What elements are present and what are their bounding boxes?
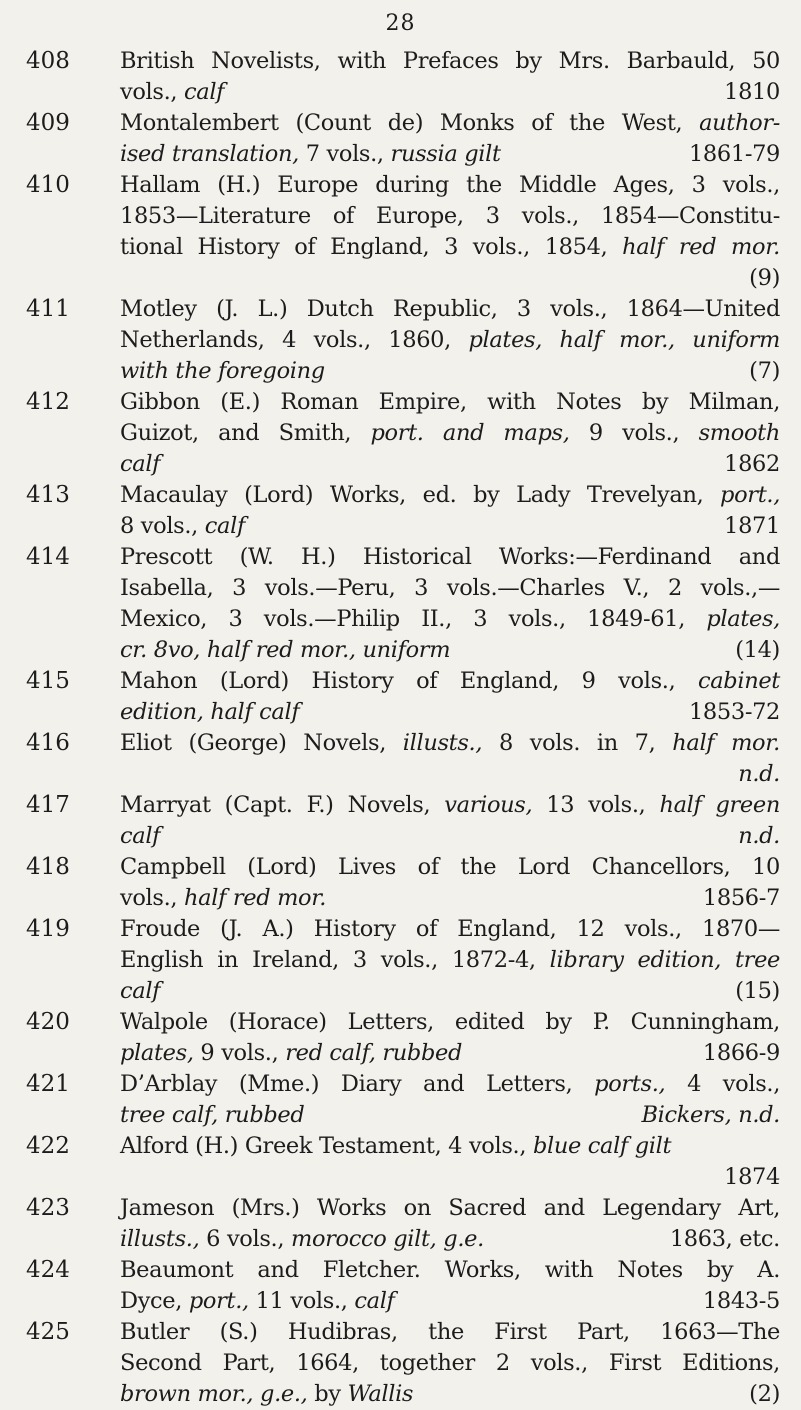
description-line xyxy=(120,480,780,511)
entry-text: brown mor., g.e., xyxy=(120,1381,308,1407)
description-line xyxy=(120,635,780,666)
lot-number: 425 xyxy=(26,1319,70,1345)
lot-date: n.d. xyxy=(738,823,780,849)
lot-date: Bickers, n.d. xyxy=(641,1102,780,1128)
entry-text: Guizot, and Smith, xyxy=(120,420,371,446)
description-line xyxy=(120,914,780,945)
lot-number: 416 xyxy=(26,730,70,756)
line-body xyxy=(120,1286,395,1317)
entry-text: smooth xyxy=(698,420,780,446)
entry-text: ised translation, xyxy=(120,141,306,167)
lot-number: 409 xyxy=(26,110,70,136)
description-line xyxy=(120,945,780,976)
entry-text: half red mor. xyxy=(622,234,780,260)
description-line xyxy=(120,852,780,883)
description-line xyxy=(120,728,780,759)
lot-number: 411 xyxy=(26,296,70,322)
entry-text: Butler (S.) Hudibras, the First Part, 1663—The xyxy=(120,1319,780,1345)
description-line xyxy=(120,1193,780,1224)
lot-date: 1863, etc. xyxy=(669,1226,780,1252)
entry-text: Froude (J. A.) History of England, 12 vols., 1870— xyxy=(120,916,780,942)
entry-text: morocco gilt, g.e. xyxy=(290,1226,484,1252)
lot-description xyxy=(120,294,780,387)
description-line xyxy=(120,232,780,263)
lot-number: 420 xyxy=(26,1009,70,1035)
lot-number: 410 xyxy=(26,172,70,198)
entry-text: edition, half calf xyxy=(120,699,300,725)
entry-text: plates, xyxy=(120,1040,194,1066)
entry-text: tree calf, rubbed xyxy=(120,1102,305,1128)
entry-text: Jameson (Mrs.) Works on Sacred and Legendary Art, xyxy=(120,1195,780,1221)
lot-date: 1874 xyxy=(724,1164,780,1190)
lot-number: 417 xyxy=(26,792,70,818)
entry-text: cabinet xyxy=(697,668,780,694)
lot-description xyxy=(120,387,780,480)
description-line xyxy=(120,1162,780,1193)
entry-text: Gibbon (E.) Roman Empire, with Notes by Milman, xyxy=(120,389,780,415)
description-line xyxy=(120,697,780,728)
entry-text: tional History of England, 3 vols., 1854, xyxy=(120,234,623,260)
entry-text: 6 vols., xyxy=(199,1226,291,1252)
entry-text: Motley (J. L.) Dutch Republic, 3 vols., 1864—United xyxy=(120,296,780,322)
description-line xyxy=(120,108,780,139)
entry-text: half green xyxy=(659,792,780,818)
entry-text: calf xyxy=(204,513,245,539)
entry-text: port., xyxy=(720,482,780,508)
lot-number: 422 xyxy=(26,1133,70,1159)
description-line xyxy=(120,883,780,914)
lot-date: 1861-79 xyxy=(688,141,780,167)
entry-text: British Novelists, with Prefaces by Mrs. Barbauld, 50 xyxy=(120,48,780,74)
entry-text: Dyce, xyxy=(120,1288,189,1314)
entry-text: by xyxy=(307,1381,348,1407)
entry-text: with the foregoing xyxy=(120,358,325,384)
entry-text: Mexico, 3 vols.—Philip II., 3 vols., 1849-61, xyxy=(120,606,707,632)
description-line xyxy=(120,325,780,356)
lot-description xyxy=(120,1007,780,1069)
lot-description xyxy=(120,1317,780,1410)
lot-number: 413 xyxy=(26,482,70,508)
entry-text: 4 vols., xyxy=(665,1071,780,1097)
entry-text: Beaumont and Fletcher. Works, with Notes by A. xyxy=(120,1257,780,1283)
description-line xyxy=(120,1348,780,1379)
entry-text: vols., xyxy=(120,79,185,105)
line-body xyxy=(120,1379,413,1410)
lot-number: 412 xyxy=(26,389,70,415)
description-line xyxy=(120,170,780,201)
lot-description xyxy=(120,1193,780,1255)
lot-date: 1871 xyxy=(724,513,780,539)
lot-description xyxy=(120,914,780,1007)
lot-date: 1856-7 xyxy=(702,885,780,911)
line-body xyxy=(120,821,160,852)
lot-date: (2) xyxy=(749,1381,780,1407)
entry-text: Isabella, 3 vols.—Peru, 3 vols.—Charles V., 2 vols.,— xyxy=(120,575,780,601)
lot-description xyxy=(120,170,780,294)
entry-text: calf xyxy=(120,978,161,1004)
description-line xyxy=(120,201,780,232)
entry-text: cr. 8vo, half red mor., uniform xyxy=(120,637,451,663)
description-line xyxy=(120,1379,780,1410)
entry-text: Montalembert (Count de) Monks of the West, xyxy=(120,110,700,136)
lot-description xyxy=(120,1131,780,1193)
description-line xyxy=(120,1007,780,1038)
entry-text: 11 vols., xyxy=(248,1288,355,1314)
entry-text: port., xyxy=(188,1288,249,1314)
entry-text: Walpole (Horace) Letters, edited by P. Cunningham, xyxy=(120,1009,780,1035)
lot-date: (7) xyxy=(749,358,780,384)
lot-description xyxy=(120,542,780,666)
lot-date: n.d. xyxy=(738,761,780,787)
description-line xyxy=(120,821,780,852)
line-body xyxy=(120,449,160,480)
lot-number: 424 xyxy=(26,1257,70,1283)
entry-text: 8 vols., xyxy=(120,513,205,539)
lot-description xyxy=(120,666,780,728)
lot-date: 1853-72 xyxy=(688,699,780,725)
entry-text: Netherlands, 4 vols., 1860, xyxy=(120,327,469,353)
entry-text: various, xyxy=(444,792,533,818)
description-line xyxy=(120,263,780,294)
description-line xyxy=(120,77,780,108)
description-line xyxy=(120,790,780,821)
description-line xyxy=(120,418,780,449)
lot-number: 408 xyxy=(26,48,70,74)
entry-text: Mahon (Lord) History of England, 9 vols., xyxy=(120,668,698,694)
entry-text: calf xyxy=(354,1288,395,1314)
description-line xyxy=(120,573,780,604)
lot-number: 414 xyxy=(26,544,70,570)
entry-text: 1853—Literature of Europe, 3 vols., 1854—Constitu- xyxy=(120,203,780,229)
description-line xyxy=(120,666,780,697)
entry-text: library edition, tree xyxy=(549,947,780,973)
line-body xyxy=(120,697,299,728)
entry-text: English in Ireland, 3 vols., 1872-4, xyxy=(120,947,550,973)
description-line xyxy=(120,1100,780,1131)
entry-text: Second Part, 1664, together 2 vols., First Editions, xyxy=(120,1350,780,1376)
entry-text: Macaulay (Lord) Works, ed. by Lady Trevelyan, xyxy=(120,482,721,508)
lot-date: (15) xyxy=(735,978,780,1004)
entry-text: 13 vols., xyxy=(532,792,660,818)
description-line xyxy=(120,976,780,1007)
description-line xyxy=(120,46,780,77)
entry-text: vols., xyxy=(120,885,185,911)
entry-text: plates, xyxy=(706,606,780,632)
entry-text: Eliot (George) Novels, xyxy=(120,730,403,756)
entry-text: 9 vols., xyxy=(193,1040,286,1066)
entry-text: 7 vols., xyxy=(305,141,391,167)
line-body xyxy=(120,511,245,542)
entry-text: illusts., xyxy=(402,730,483,756)
entry-text: 8 vols. in 7, xyxy=(482,730,673,756)
line-body xyxy=(120,356,325,387)
description-line xyxy=(120,356,780,387)
entry-text: Hallam (H.) Europe during the Middle Ages, 3 vols., xyxy=(120,172,780,198)
lot-number: 423 xyxy=(26,1195,70,1221)
page-number: 28 xyxy=(385,11,416,36)
description-line xyxy=(120,1255,780,1286)
lot-number: 418 xyxy=(26,854,70,880)
lot-date: 1810 xyxy=(724,79,780,105)
lot-description xyxy=(120,1255,780,1317)
lot-description xyxy=(120,790,780,852)
line-body xyxy=(120,1224,484,1255)
lot-date: (9) xyxy=(749,265,780,291)
description-line xyxy=(120,604,780,635)
entry-text: port. and maps, xyxy=(370,420,570,446)
lot-date: (14) xyxy=(735,637,780,663)
lot-date: 1843-5 xyxy=(702,1288,780,1314)
line-body xyxy=(120,883,326,914)
line-body xyxy=(120,1100,304,1131)
line-body xyxy=(120,1038,462,1069)
entry-text: Wallis xyxy=(347,1381,414,1407)
description-line xyxy=(120,1069,780,1100)
entry-text: Alford (H.) Greek Testament, 4 vols., xyxy=(120,1133,533,1159)
lot-date: 1862 xyxy=(724,451,780,477)
lot-description xyxy=(120,108,780,170)
description-line xyxy=(120,139,780,170)
lot-number: 421 xyxy=(26,1071,70,1097)
entry-text: author- xyxy=(699,110,780,136)
entry-text: calf xyxy=(184,79,225,105)
description-line xyxy=(120,387,780,418)
lot-description xyxy=(120,852,780,914)
line-body xyxy=(120,77,224,108)
entry-text: ports., xyxy=(594,1071,666,1097)
lot-date: 1866-9 xyxy=(702,1040,780,1066)
line-body xyxy=(120,635,450,666)
description-line xyxy=(120,511,780,542)
entry-text: Campbell (Lord) Lives of the Lord Chancellors, 10 xyxy=(120,854,780,880)
description-line xyxy=(120,759,780,790)
entry-text: calf xyxy=(120,451,161,477)
entry-text: 9 vols., xyxy=(569,420,699,446)
entry-text: illusts., xyxy=(120,1226,200,1252)
lot-description xyxy=(120,1069,780,1131)
description-line xyxy=(120,449,780,480)
description-line xyxy=(120,1224,780,1255)
entry-text: russia gilt xyxy=(390,141,501,167)
entry-text: blue calf gilt xyxy=(532,1133,672,1159)
lot-number: 415 xyxy=(26,668,70,694)
description-line xyxy=(120,1286,780,1317)
entry-text: plates, half mor., uniform xyxy=(468,327,780,353)
description-line xyxy=(120,1131,780,1162)
entry-text: Prescott (W. H.) Historical Works:—Ferdinand and xyxy=(120,544,780,570)
description-line xyxy=(120,294,780,325)
lot-description xyxy=(120,46,780,108)
description-line xyxy=(120,542,780,573)
entry-text: red calf, rubbed xyxy=(285,1040,463,1066)
lot-number: 419 xyxy=(26,916,70,942)
line-body xyxy=(120,976,160,1007)
description-line xyxy=(120,1317,780,1348)
entry-text: Marryat (Capt. F.) Novels, xyxy=(120,792,445,818)
entry-text: half red mor. xyxy=(184,885,326,911)
entry-text: half mor. xyxy=(672,730,780,756)
entry-text: calf xyxy=(120,823,161,849)
lot-description xyxy=(120,480,780,542)
line-body xyxy=(120,139,501,170)
description-line xyxy=(120,1038,780,1069)
entry-text: D’Arblay (Mme.) Diary and Letters, xyxy=(120,1071,595,1097)
lot-description xyxy=(120,728,780,790)
